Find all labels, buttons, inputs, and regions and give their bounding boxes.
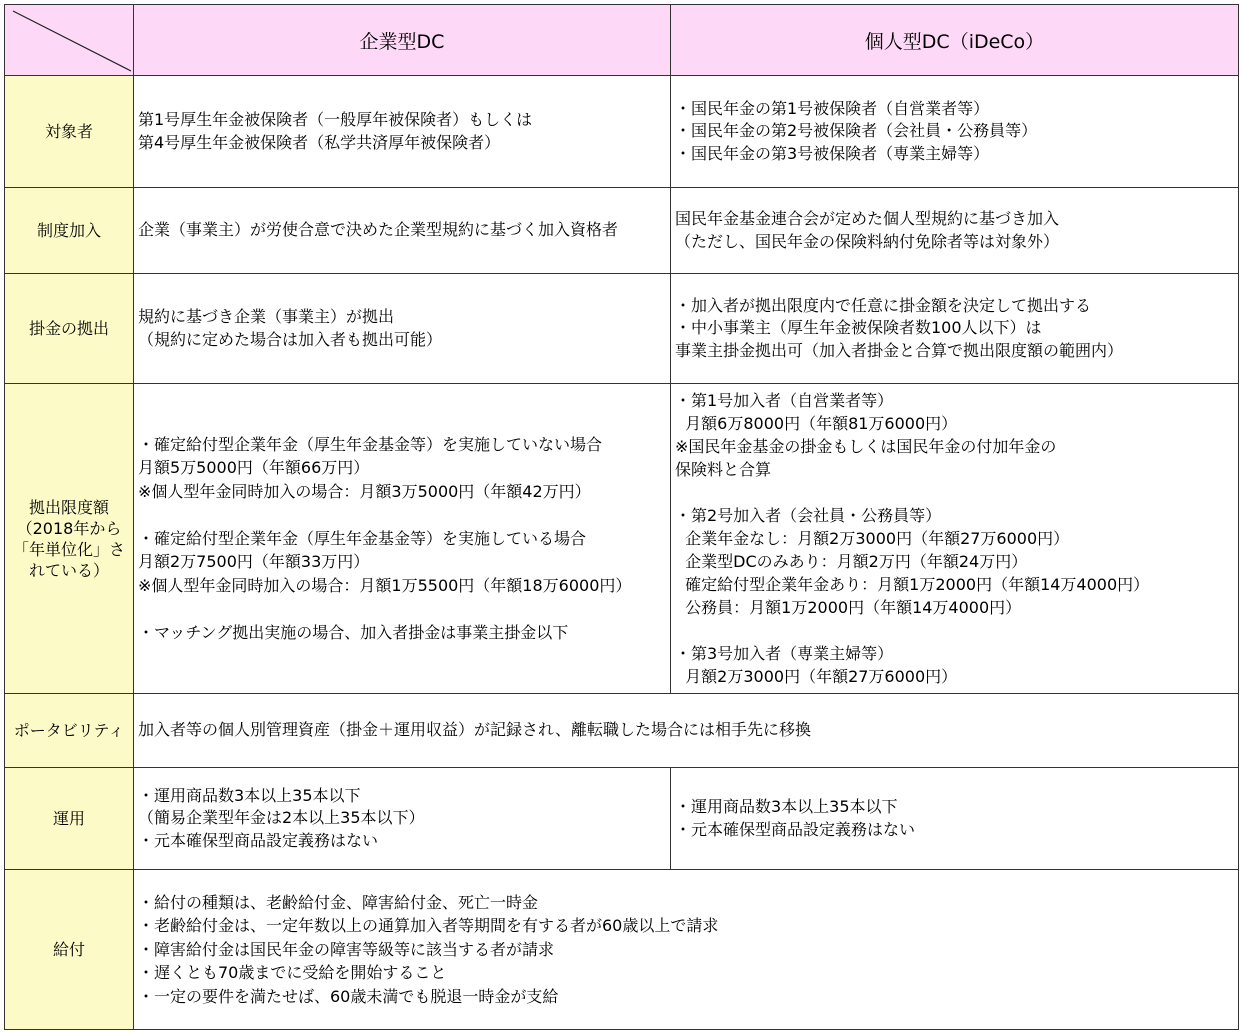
- text-line: ・国民年金の第2号被保険者（会社員・公務員等）: [675, 121, 1038, 141]
- row-kakekin: [5, 274, 1239, 384]
- text-line: ※国民年金基金の掛金もしくは国民年金の付加年金の: [675, 437, 1057, 456]
- corp-cell: [134, 76, 671, 188]
- row-label: 制度加入: [5, 188, 134, 274]
- text-line: 月額5万5000円（年額66万円）: [138, 458, 370, 478]
- indiv-cell: [671, 768, 1239, 870]
- text-line: 企業（事業主）が労使合意で決めた企業型規約に基づく加入資格者: [138, 220, 619, 240]
- text-line: ・マッチング拠出実施の場合、加入者掛金は事業主掛金以下: [138, 622, 569, 642]
- label-line: 拠出限度額: [28, 497, 109, 517]
- header-corporate-dc: 企業型DC: [134, 5, 671, 76]
- text-line: 第1号厚生年金被保険者（一般厚年被保険者）もしくは: [138, 110, 533, 129]
- text-line: ・元本確保型商品設定義務はない: [138, 830, 379, 850]
- row-label: 掛金の拠出: [5, 274, 134, 384]
- text-line: ・中小事業主（厚生年金被保険者数100人以下）は: [675, 318, 1042, 338]
- indiv-cell: [671, 76, 1239, 188]
- row-label: 対象者: [5, 76, 134, 188]
- text-line: ※個人型年金同時加入の場合：月額1万5500円（年額18万6000円）: [138, 575, 632, 595]
- row-kyufu: [5, 870, 1239, 1030]
- text-line: ・一定の要件を満たせば、60歳未満でも脱退一時金が支給: [138, 986, 559, 1006]
- row-portability: [5, 694, 1239, 768]
- row-label: 運用: [5, 768, 134, 870]
- text-line: 公務員：月額1万2000円（年額14万4000円）: [675, 598, 1022, 617]
- text-line: 第4号厚生年金被保険者（私学共済厚年被保険者）: [138, 132, 501, 152]
- text-line: ・障害給付金は国民年金の障害等級等に該当する者が請求: [138, 939, 555, 959]
- text-line: 企業年金なし：月額2万3000円（年額27万6000円）: [675, 529, 1070, 548]
- header-row: [5, 5, 1239, 76]
- label-line: 「年単位化」さ: [12, 539, 125, 559]
- text-line: 事業主掛金拠出可（加入者掛金と合算で拠出限度額の範囲内）: [675, 340, 1124, 360]
- text-line: ・給付の種類は、老齢給付金、障害給付金、死亡一時金: [138, 892, 539, 912]
- text-line: 保険料と合算: [675, 460, 772, 479]
- text-line: 規約に基づき企業（事業主）が拠出: [138, 307, 395, 326]
- indiv-cell: [671, 188, 1239, 274]
- text-line: [675, 619, 1238, 642]
- text-line: ・確定給付型企業年金（厚生年金基金等）を実施していない場合: [138, 434, 603, 454]
- text-line: 月額6万8000円（年額81万6000円）: [675, 414, 958, 433]
- shared-cell: [134, 694, 1239, 768]
- text-line: [675, 481, 1238, 504]
- text-line: 確定給付型企業年金あり：月額1万2000円（年額14万4000円）: [675, 575, 1150, 594]
- text-line: 企業型DCのみあり：月額2万円（年額24万円）: [675, 552, 1028, 571]
- indiv-cell: [671, 274, 1239, 384]
- text-line: 国民年金基金連合会が定めた個人型規約に基づき加入: [675, 209, 1060, 228]
- corp-cell: [134, 768, 671, 870]
- indiv-cell: [671, 384, 1239, 694]
- corp-cell: [134, 384, 671, 694]
- corner-diagonal-line: [5, 5, 134, 75]
- text-line: ※個人型年金同時加入の場合：月額3万5000円（年額42万円）: [138, 481, 591, 501]
- dc-comparison-table: [4, 4, 1239, 1030]
- text-line: ・遅くとも70歳までに受給を開始すること: [138, 963, 447, 983]
- text-line: （規約に定めた場合は加入者も拠出可能）: [138, 329, 443, 349]
- row-unyou: [5, 768, 1239, 870]
- text-line: ・運用商品数3本以上35本以下: [138, 785, 361, 805]
- corp-cell: [134, 188, 671, 274]
- corp-cell: [134, 274, 671, 384]
- text-line: 加入者等の個人別管理資産（掛金＋運用収益）が記録され、離転職した場合には相手先に移換: [138, 720, 811, 740]
- row-seido: [5, 188, 1239, 274]
- text-line: （ただし、国民年金の保険料納付免除者等は対象外）: [675, 231, 1060, 251]
- text-line: ・確定給付型企業年金（厚生年金基金等）を実施している場合: [138, 528, 587, 548]
- text-line: ・第2号加入者（会社員・公務員等）: [675, 506, 942, 525]
- row-label: [5, 384, 134, 694]
- text-line: 月額2万7500円（年額33万円）: [138, 552, 370, 572]
- text-line: ・国民年金の第3号被保険者（専業主婦等）: [675, 143, 990, 163]
- label-line: れている）: [28, 560, 109, 580]
- text-line: [138, 503, 670, 527]
- text-line: ・国民年金の第1号被保険者（自営業者等）: [675, 98, 990, 118]
- label-line: （2018年から: [16, 518, 122, 538]
- row-label: ポータビリティ: [5, 694, 134, 768]
- row-gendo: [5, 384, 1239, 694]
- text-line: [138, 597, 670, 621]
- text-line: ・元本確保型商品設定義務はない: [675, 819, 916, 839]
- shared-cell: [134, 870, 1239, 1030]
- text-line: ・加入者が拠出限度内で任意に掛金額を決定して拠出する: [675, 295, 1092, 315]
- text-line: ・運用商品数3本以上35本以下: [675, 797, 898, 816]
- text-line: ・第3号加入者（専業主婦等）: [675, 644, 894, 663]
- text-line: ・老齢給付金は、一定年数以上の通算加入者等期間を有する者が60歳以上で請求: [138, 916, 719, 936]
- header-individual-dc: 個人型DC（iDeCo）: [671, 5, 1239, 76]
- row-taishousha: [5, 76, 1239, 188]
- text-line: （簡易企業型年金は2本以上35本以下）: [138, 808, 425, 828]
- row-label: 給付: [5, 870, 134, 1030]
- text-line: ・第1号加入者（自営業者等）: [675, 391, 894, 410]
- text-line: 月額2万3000円（年額27万6000円）: [675, 667, 958, 686]
- corner-cell: [5, 5, 134, 76]
